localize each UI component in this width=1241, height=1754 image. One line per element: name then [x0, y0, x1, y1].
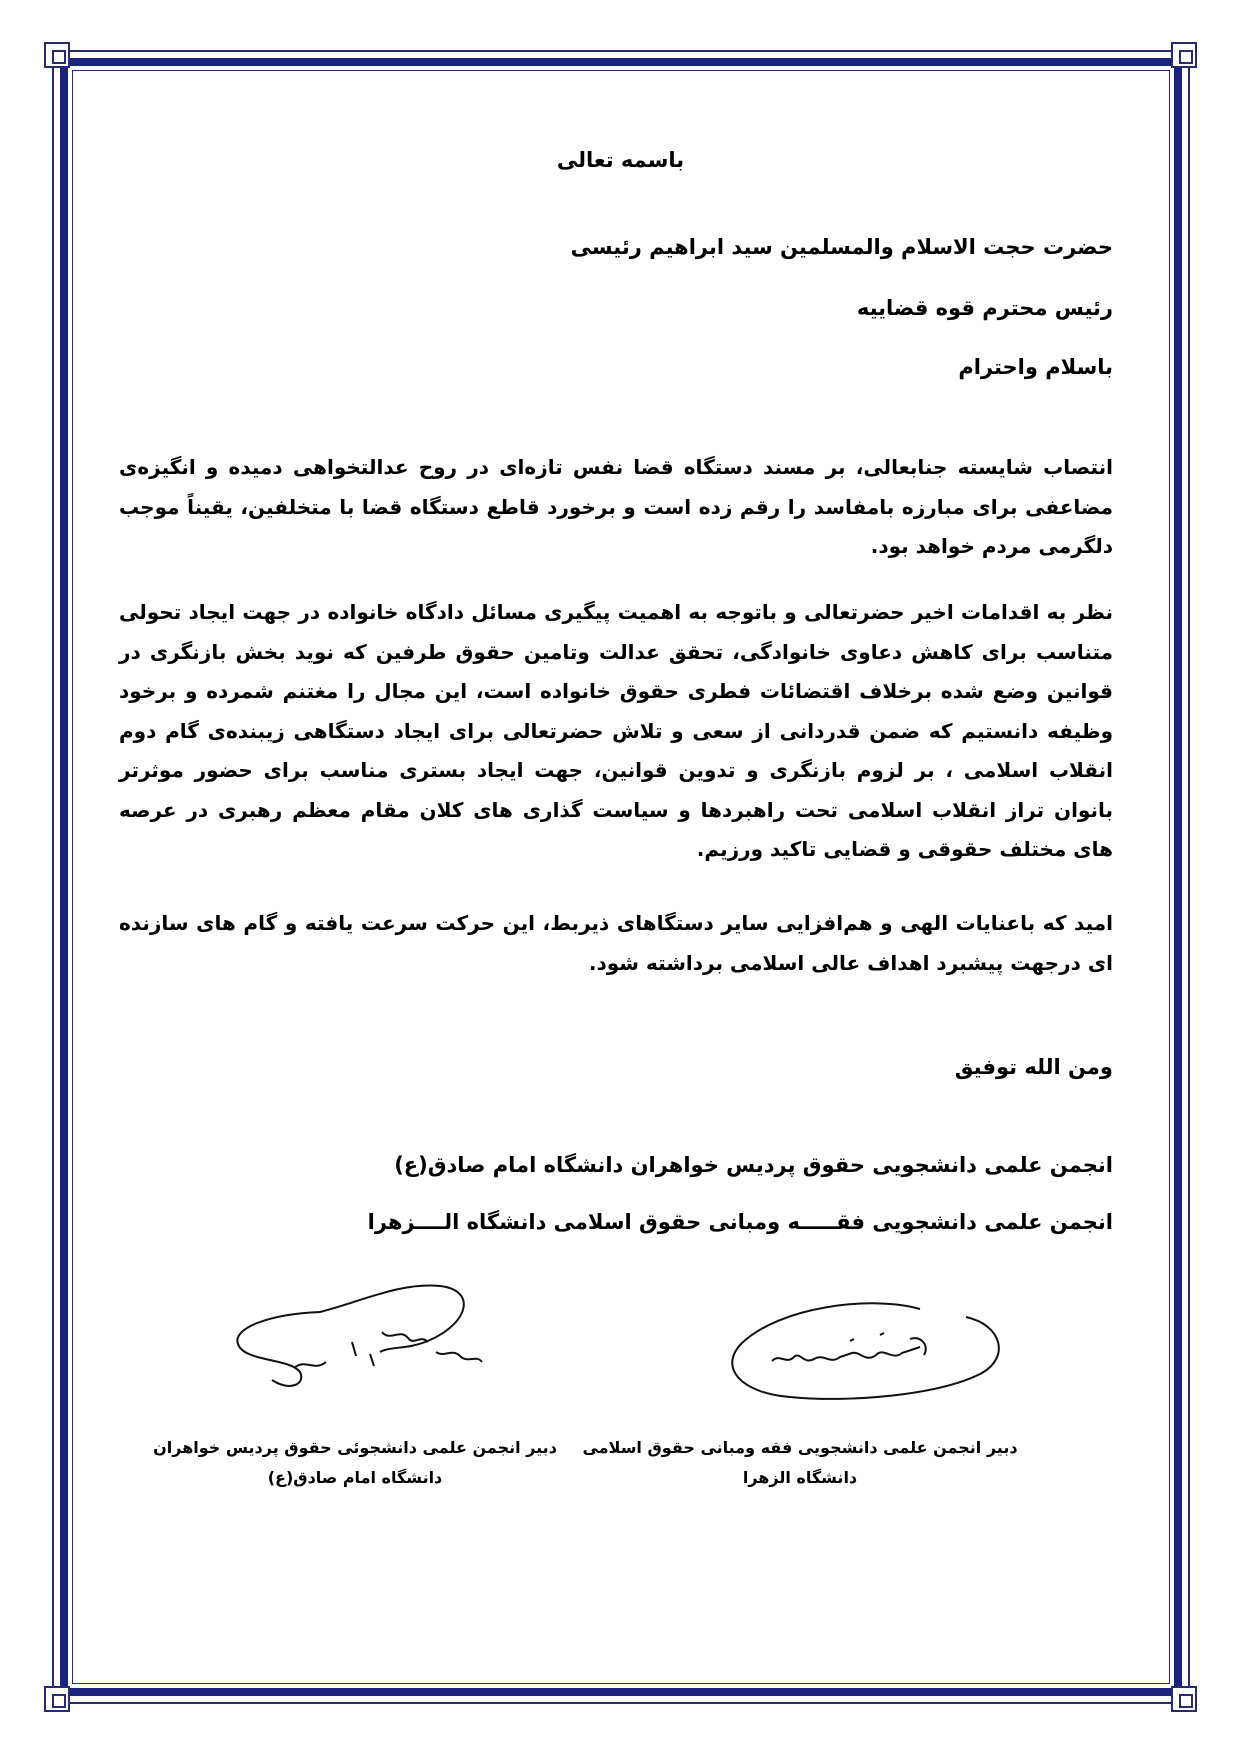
corner-ornament-bottom-right [1171, 1686, 1197, 1712]
greeting: باسلام واحترام [958, 355, 1113, 379]
body-paragraph: نظر به اقدامات اخیر حضرتعالی و باتوجه به اهمیت پیگیری مسائل دادگاه خانواده در جهت ایجاد تحولی متناسب برای کاهش دعاوی خانوادگی، تحقق عدالت وتامین حقوق طرفین که نوید بخش بازنگری در قوانین وضع شده برخلاف اقتضائات فطری حقوق خانواده است، این مجال را مغتنم شمرده و برخود وظیفه دانستیم که ضمن قدردانی از سعی و تلاش حضرتعالی برای ایجاد دستگاهی زیبنده‌ی گام دوم انقلاب اسلامی ، بر لزوم بازنگری و تدوین قوانین، جهت ایجاد بستری مناسب برای حضور موثرتر بانوان تراز انقلاب اسلامی تحت راهبردها و سیاست گذاری های کلان مقام معظم رهبری در عرصه های مختلف حقوقی و قضایی تاکید ورزیم. [119, 600, 1113, 861]
recipient-name: حضرت حجت الاسلام والمسلمین سید ابراهیم رئیسی [570, 235, 1113, 259]
signature-block-right [570, 1433, 1030, 1493]
signature-title: دبیر انجمن علمی دانشجویی فقه ومبانی حقوق اسلامی [582, 1438, 1018, 1457]
signature-left-image [230, 1262, 510, 1402]
corner-ornament-top-right [1171, 42, 1197, 68]
closing-phrase: ومن الله توفیق [954, 1055, 1113, 1079]
letter-heading: باسمه تعالی [556, 148, 685, 172]
body-paragraph: انتصاب شایسته جنابعالی، بر مسند دستگاه قضا نفس تازه‌ای در روح عدالتخواهی دمیده و انگیزه‌ی مضاعفی برای مبارزه بامفاسد را رقم زده است و برخورد قاطع دستگاه قضا با متخلفین، یقیناً موجب دلگرمی مردم خواهد بود. [119, 455, 1113, 558]
sender-line: انجمن علمی دانشجویی فقـــــه ومبانی حقوق اسلامی دانشگاه الــــزهرا [367, 1210, 1113, 1234]
corner-ornament-bottom-left [44, 1686, 70, 1712]
signature-block-left [125, 1433, 585, 1493]
body-paragraph: امید که باعنایات الهی و هم‌افزایی سایر دستگاهای ذیربط، این حرکت سرعت یافته و گام های سازنده ای درجهت پیشبرد اهداف عالی اسلامی برداشته شود. [119, 911, 1113, 975]
signature-right-image [720, 1295, 1010, 1410]
signature-university: دانشگاه الزهرا [742, 1468, 858, 1487]
sender-line: انجمن علمی دانشجویی حقوق پردیس خواهران دانشگاه امام صادق(ع) [394, 1153, 1113, 1177]
signature-university: دانشگاه امام صادق(ع) [267, 1468, 443, 1487]
corner-ornament-top-left [44, 42, 70, 68]
recipient-title: رئیس محترم قوه قضاییه [856, 296, 1113, 320]
signature-title: دبیر انجمن علمی دانشجوئی حقوق پردیس خواهران [153, 1438, 557, 1457]
